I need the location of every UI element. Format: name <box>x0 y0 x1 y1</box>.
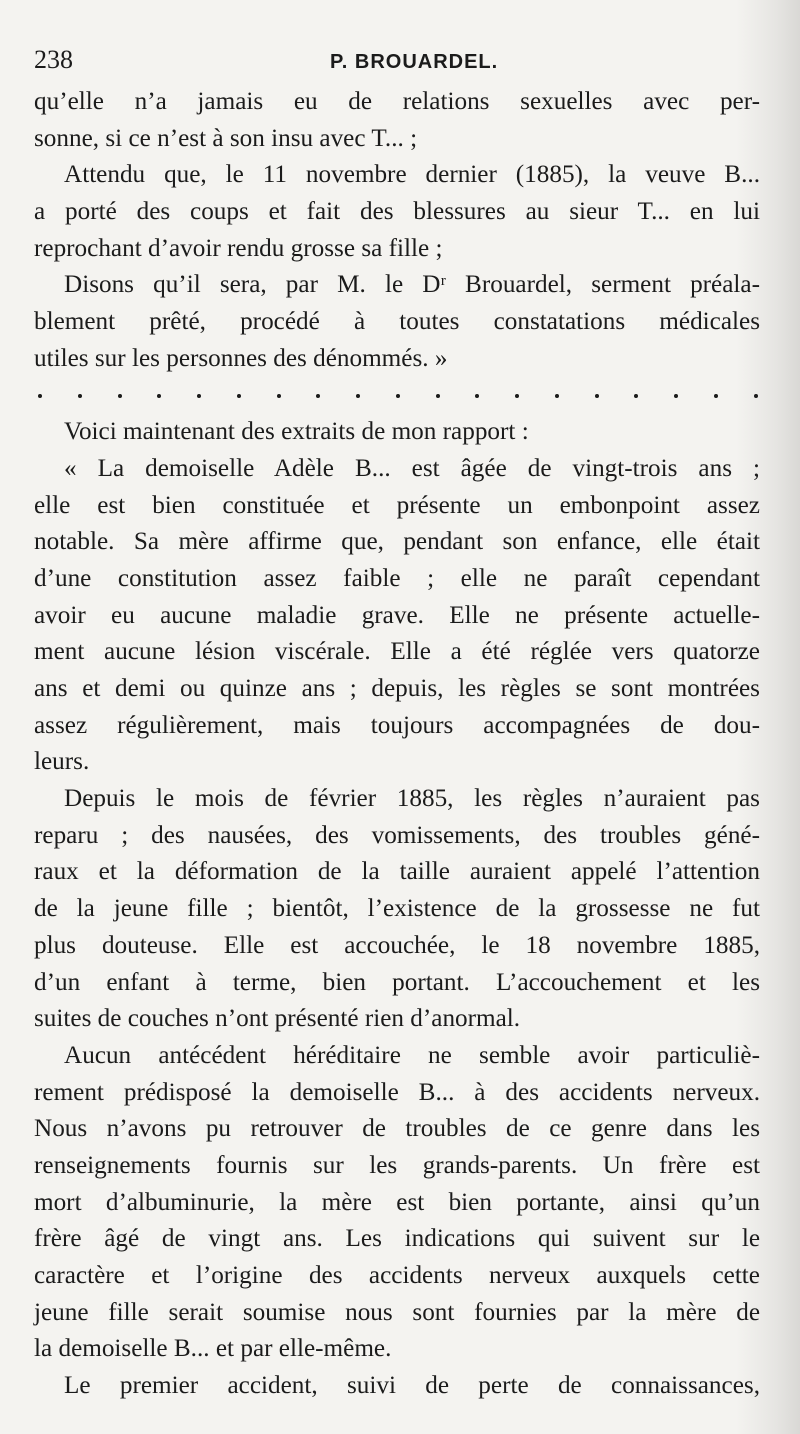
text-line: Attendu que, le 11 novembre dernier (1885), la veuve B... <box>64 161 760 189</box>
text-line: blement prêté, procédé à toutes constatations médicales <box>34 308 760 336</box>
separator-dot <box>197 394 201 398</box>
text-line: plus douteuse. Elle est accouchée, le 18 novembre 1885, <box>34 931 760 959</box>
text-line: Depuis le mois de février 1885, les règles n’auraient pas <box>64 785 760 813</box>
body-text <box>34 84 760 1405</box>
separator-dot <box>157 394 161 398</box>
text-line: d’une constitution assez faible ; elle ne paraît cependant <box>34 564 760 592</box>
separator-dot <box>436 394 440 398</box>
text-line: la demoiselle B... et par elle-même. <box>34 1335 392 1363</box>
text-line: sonne, si ce n’est à son insu avec T... ; <box>34 124 418 152</box>
text-line: de la jeune fille ; bientôt, l’existence de la grossesse ne fut <box>34 895 760 923</box>
running-head: P. BROUARDEL. <box>330 51 499 73</box>
separator-dot <box>475 394 479 398</box>
separator-dot <box>674 394 678 398</box>
separator-dot <box>396 394 400 398</box>
text-line: ans et demi ou quinze ans ; depuis, les règles se sont montrées <box>34 675 760 702</box>
text-line: avoir eu aucune maladie grave. Elle ne présente actuelle- <box>34 601 760 629</box>
separator-dot <box>38 394 42 398</box>
separator-dot <box>754 394 758 398</box>
text-line: assez régulièrement, mais toujours accompagnées de dou- <box>34 711 760 739</box>
separator-dot <box>237 394 241 398</box>
text-line: reparu ; des nausées, des vomissements, des troubles géné- <box>34 821 760 849</box>
text-line: elle est bien constituée et présente un embonpoint assez <box>34 491 760 519</box>
separator-dot <box>515 394 519 398</box>
text-line: reprochant d’avoir rendu grosse sa fille ; <box>34 234 443 262</box>
separator-dot <box>316 394 320 398</box>
ellipsis-separator <box>34 378 760 415</box>
page-header <box>30 40 770 80</box>
text-line: renseignements fournis sur les grands-parents. Un frère est <box>34 1151 760 1179</box>
text-line: Le premier accident, suivi de perte de connaissances, <box>64 1372 760 1400</box>
text-line: Voici maintenant des extraits de mon rapport : <box>64 418 529 446</box>
text-line: notable. Sa mère affirme que, pendant son enfance, elle était <box>34 528 760 556</box>
separator-dot <box>356 394 360 398</box>
text-line: a porté des coups et fait des blessures au sieur T... en lui <box>34 198 760 226</box>
text-line: Aucun antécédent héréditaire ne semble avoir particuliè- <box>64 1041 760 1069</box>
text-line: qu’elle n’a jamais eu de relations sexuelles avec per- <box>34 88 760 115</box>
text-line: jeune fille serait soumise nous sont fournies par la mère de <box>34 1298 760 1326</box>
text-line: d’un enfant à terme, bien portant. L’accouchement et les <box>34 968 760 996</box>
text-line: caractère et l’origine des accidents nerveux auxquels cette <box>34 1262 760 1289</box>
page-number: 238 <box>34 45 73 74</box>
text-line: ment aucune lésion viscérale. Elle a été réglée vers quatorze <box>34 638 760 666</box>
separator-dot <box>555 394 559 398</box>
text-line: raux et la déformation de la taille auraient appelé l’attention <box>34 858 760 886</box>
text-line: Disons qu’il sera, par M. le Dʳ Brouardel, serment préala- <box>64 271 760 299</box>
text-line: mort d’albuminurie, la mère est bien portante, ainsi qu’un <box>34 1188 760 1216</box>
separator-dot <box>78 394 82 398</box>
text-line: frère âgé de vingt ans. Les indications qui suivent sur le <box>34 1225 760 1253</box>
text-line: rement prédisposé la demoiselle B... à des accidents nerveux. <box>34 1078 760 1106</box>
separator-dot <box>118 394 122 398</box>
text-line: leurs. <box>34 748 90 776</box>
text-line: utiles sur les personnes des dénommés. » <box>34 344 448 372</box>
separator-dot <box>277 394 281 398</box>
text-line: Nous n’avons pu retrouver de troubles de ce genre dans les <box>34 1115 760 1143</box>
text-line: suites de couches n’ont présenté rien d’anormal. <box>34 1005 521 1033</box>
text-line: « La demoiselle Adèle B... est âgée de vingt-trois ans ; <box>64 454 760 482</box>
separator-dot <box>595 394 599 398</box>
separator-dot <box>634 394 638 398</box>
separator-dot <box>714 394 718 398</box>
